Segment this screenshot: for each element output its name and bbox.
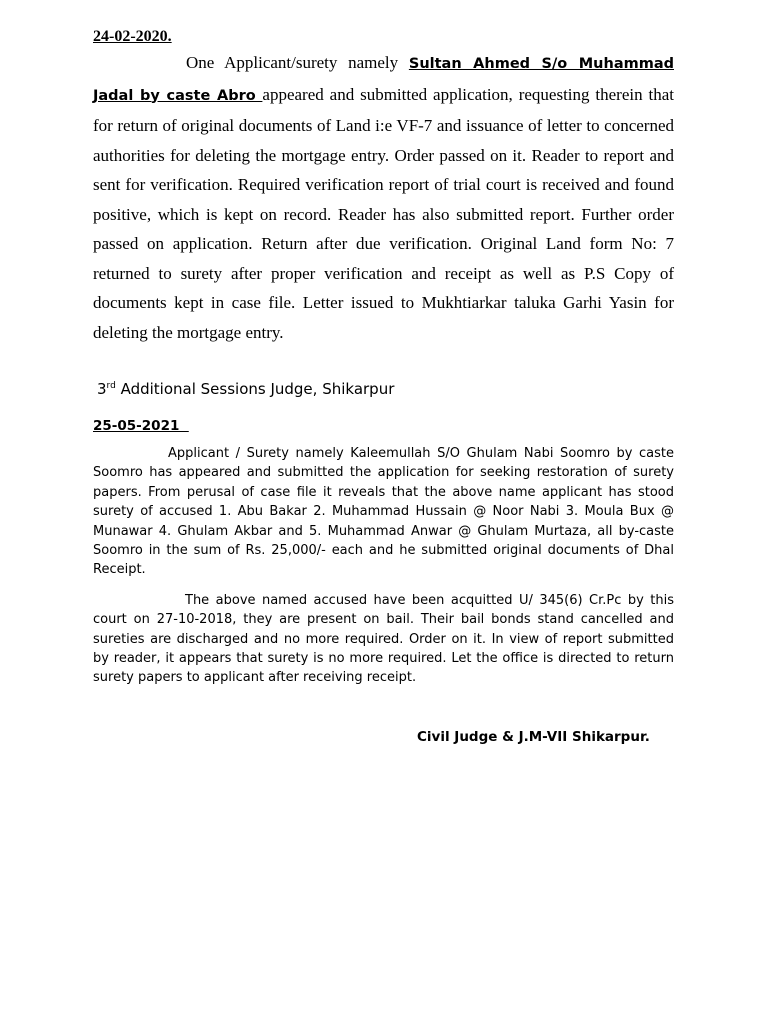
document-page [93, 26, 674, 746]
order-text-2-paragraph-1: Applicant / Surety namely Kaleemullah S/O Ghulam Nabi Soomro by caste Soomro has appeared and submitted the application for seeking restoration of surety papers. From perusal of case file it reveals that the above name applicant has stood surety of accused 1. Abu Bakar 2. Muhammad Hussain @ Noor Nabi 3. Moula Bux @ Munawar 4. Ghulam Akbar and 5. Muhammad Anwar @ Ghulam Murtaza, all by-caste Soomro in the sum of Rs. 25,000/- each and he submitted original documents of Dhal Receipt. [93, 446, 674, 578]
order-text-1-intro: One Applicant/surety namely [186, 53, 409, 72]
order-date-1: 24-02-2020. [93, 28, 172, 45]
order-text-2-paragraph-2: The above named accused have been acquitted U/ 345(6) Cr.Pc by this court on 27-10-2018, they are present on bail. Their bail bonds stand cancelled and sureties are discharged and no more required. Order on it. In view of report submitted by reader, it appears that surety is no more required. Let the office is directed to return surety papers to applicant after receiving receipt. [93, 592, 674, 686]
applicant-name: Sultan Ahmed S/o Muhammad Jadal by caste Abro [93, 56, 674, 104]
signatory-1-ordinal: 3 [97, 380, 107, 398]
order-text-1 [93, 48, 674, 347]
signatory-1 [97, 379, 674, 399]
order-text-1-body: appeared and submitted application, requesting therein that for return of original documents of Land i:e VF-7 and issuance of letter to concerned authorities for deleting the mortgage entry. Order passed on it. Reader to report and sent for verification. Required verification report of trial court is received and found positive, which is kept on record. Reader has also submitted report. Further order passed on application. Return after due verification. Original Land form No: 7 returned to surety after proper verification and receipt as well as P.S Copy of documents kept in case file. Letter issued to Mukhtiarkar taluka Garhi Yasin for deleting the mortgage entry. [93, 84, 674, 342]
signatory-1-title: Additional Sessions Judge, Shikarpur [115, 380, 395, 398]
signatory-1-ordinal-suffix: rd [106, 381, 116, 391]
order-date-2: 25-05-2021 [93, 418, 189, 434]
signatory-2: Civil Judge & J.M-VII Shikarpur. [417, 728, 650, 745]
